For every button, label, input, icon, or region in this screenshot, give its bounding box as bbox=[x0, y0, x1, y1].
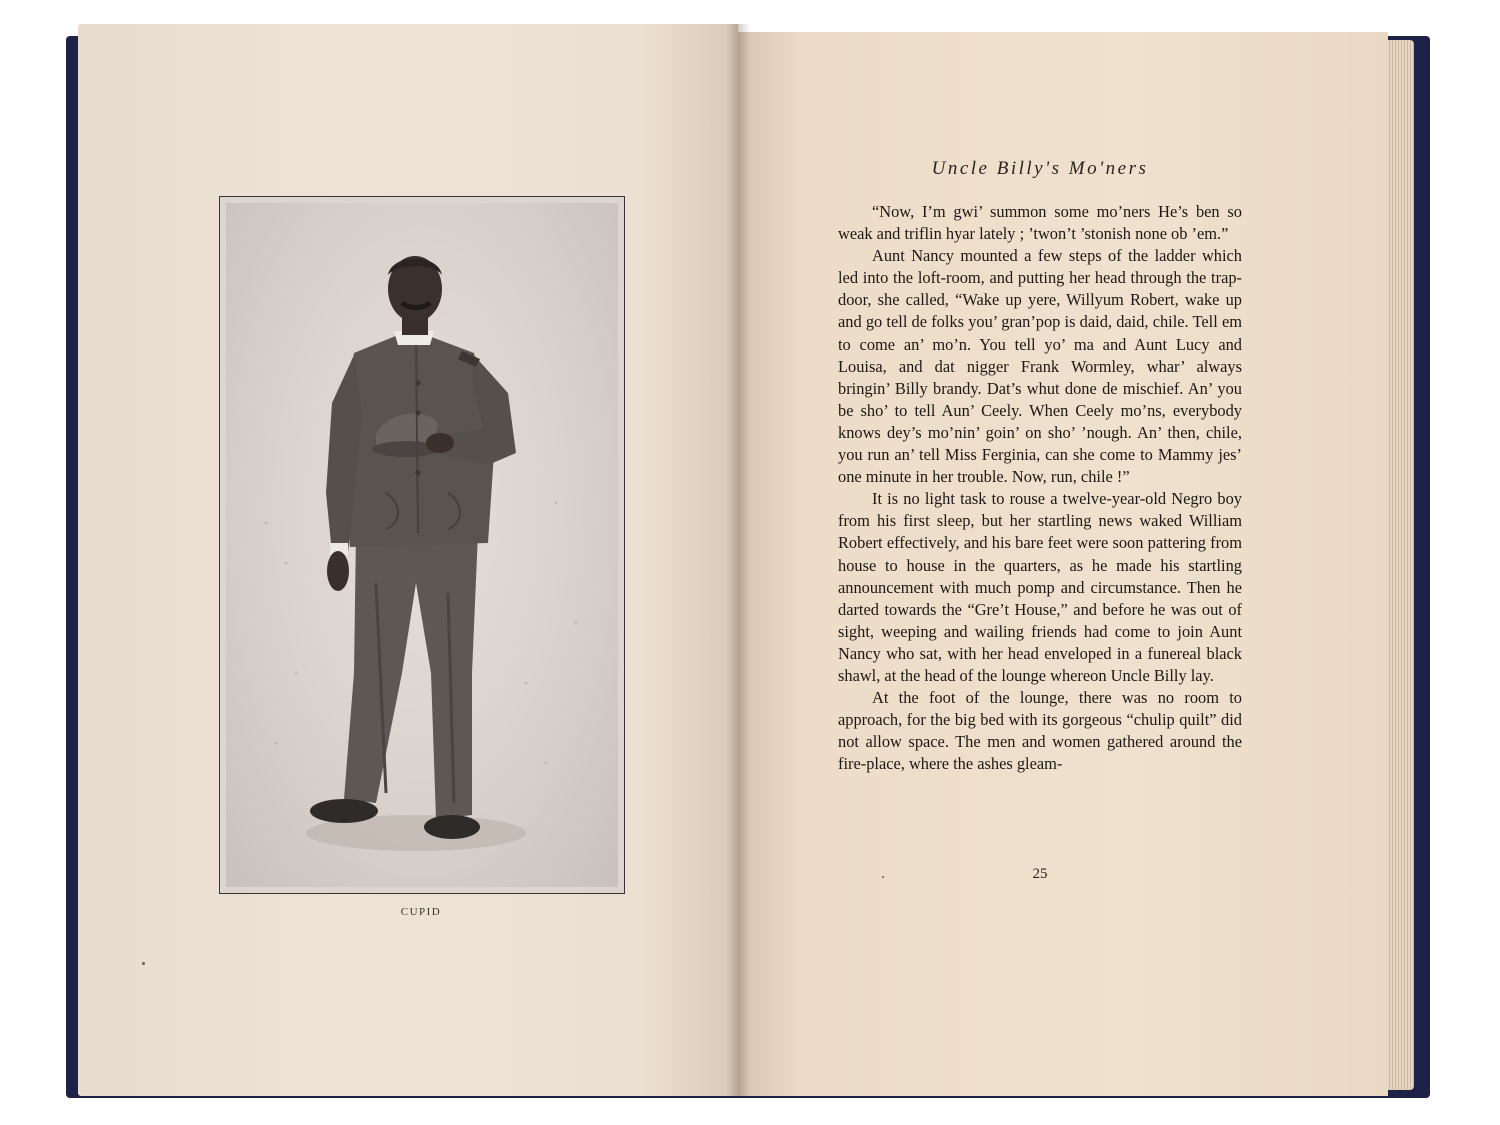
paragraph: “Now, I’m gwi’ summon some mo’ners He’s ben so weak and triflin hyar lately ; ’twon’t ’stonish none ob ’em.” bbox=[838, 202, 1242, 244]
running-head: Uncle Billy's Mo'ners bbox=[931, 158, 1149, 179]
page-number: 25 bbox=[1032, 866, 1048, 882]
photo-plate bbox=[219, 196, 625, 894]
page-edges bbox=[1384, 40, 1414, 1090]
paper-speck bbox=[882, 876, 884, 878]
paragraph: At the foot of the lounge, there was no room to approach, for the big bed with its gorgeous “chulip quilt” did not allow space. The men and women gathered around the fire-place, where the ashes gleam- bbox=[838, 688, 1242, 774]
plate-caption: CUPID bbox=[400, 906, 442, 918]
standing-man-figure bbox=[226, 203, 618, 887]
paper-speck bbox=[142, 962, 145, 965]
portrait-photograph bbox=[226, 203, 618, 887]
paragraph: It is no light task to rouse a twelve-year-old Negro boy from his first sleep, but her startling news waked William Robert effectively, and his bare feet were soon pattering from house to house in the quarters, as he made his startling announcement with much pomp and circumstance. Then he darted towards the “Gre’t House,” and before he was out of sight, weeping and wailing friends had come to join Aunt Nancy who sat, with her head enveloped in a funereal black shawl, at the head of the lounge whereon Uncle Billy lay. bbox=[838, 489, 1242, 685]
paragraph: Aunt Nancy mounted a few steps of the ladder which led into the loft-room, and putting her head through the trap-door, she called, “Wake up yere, Willyum Robert, wake up and go tell de folks you’ gran’pop is daid, daid, chile. Tell em to come an’ mo’n. You tell yo’ ma and Aunt Lucy and Louisa, and dat nigger Frank Wormley, whar’ always bringin’ Billy brandy. Dat’s whut done de mischief. An’ you be sho’ to tell Aun’ Ceely. When Ceely mo’ns, everybody knows dey’s mo’nin’ goin’ on sho’ ’nough. An’ then, chile, you run an’ tell Miss Ferginia, can she come to Mammy jes’ one minute in her trouble. Now, run, chile !” bbox=[838, 246, 1242, 487]
book-gutter bbox=[726, 24, 750, 1096]
body-text bbox=[838, 201, 1242, 775]
